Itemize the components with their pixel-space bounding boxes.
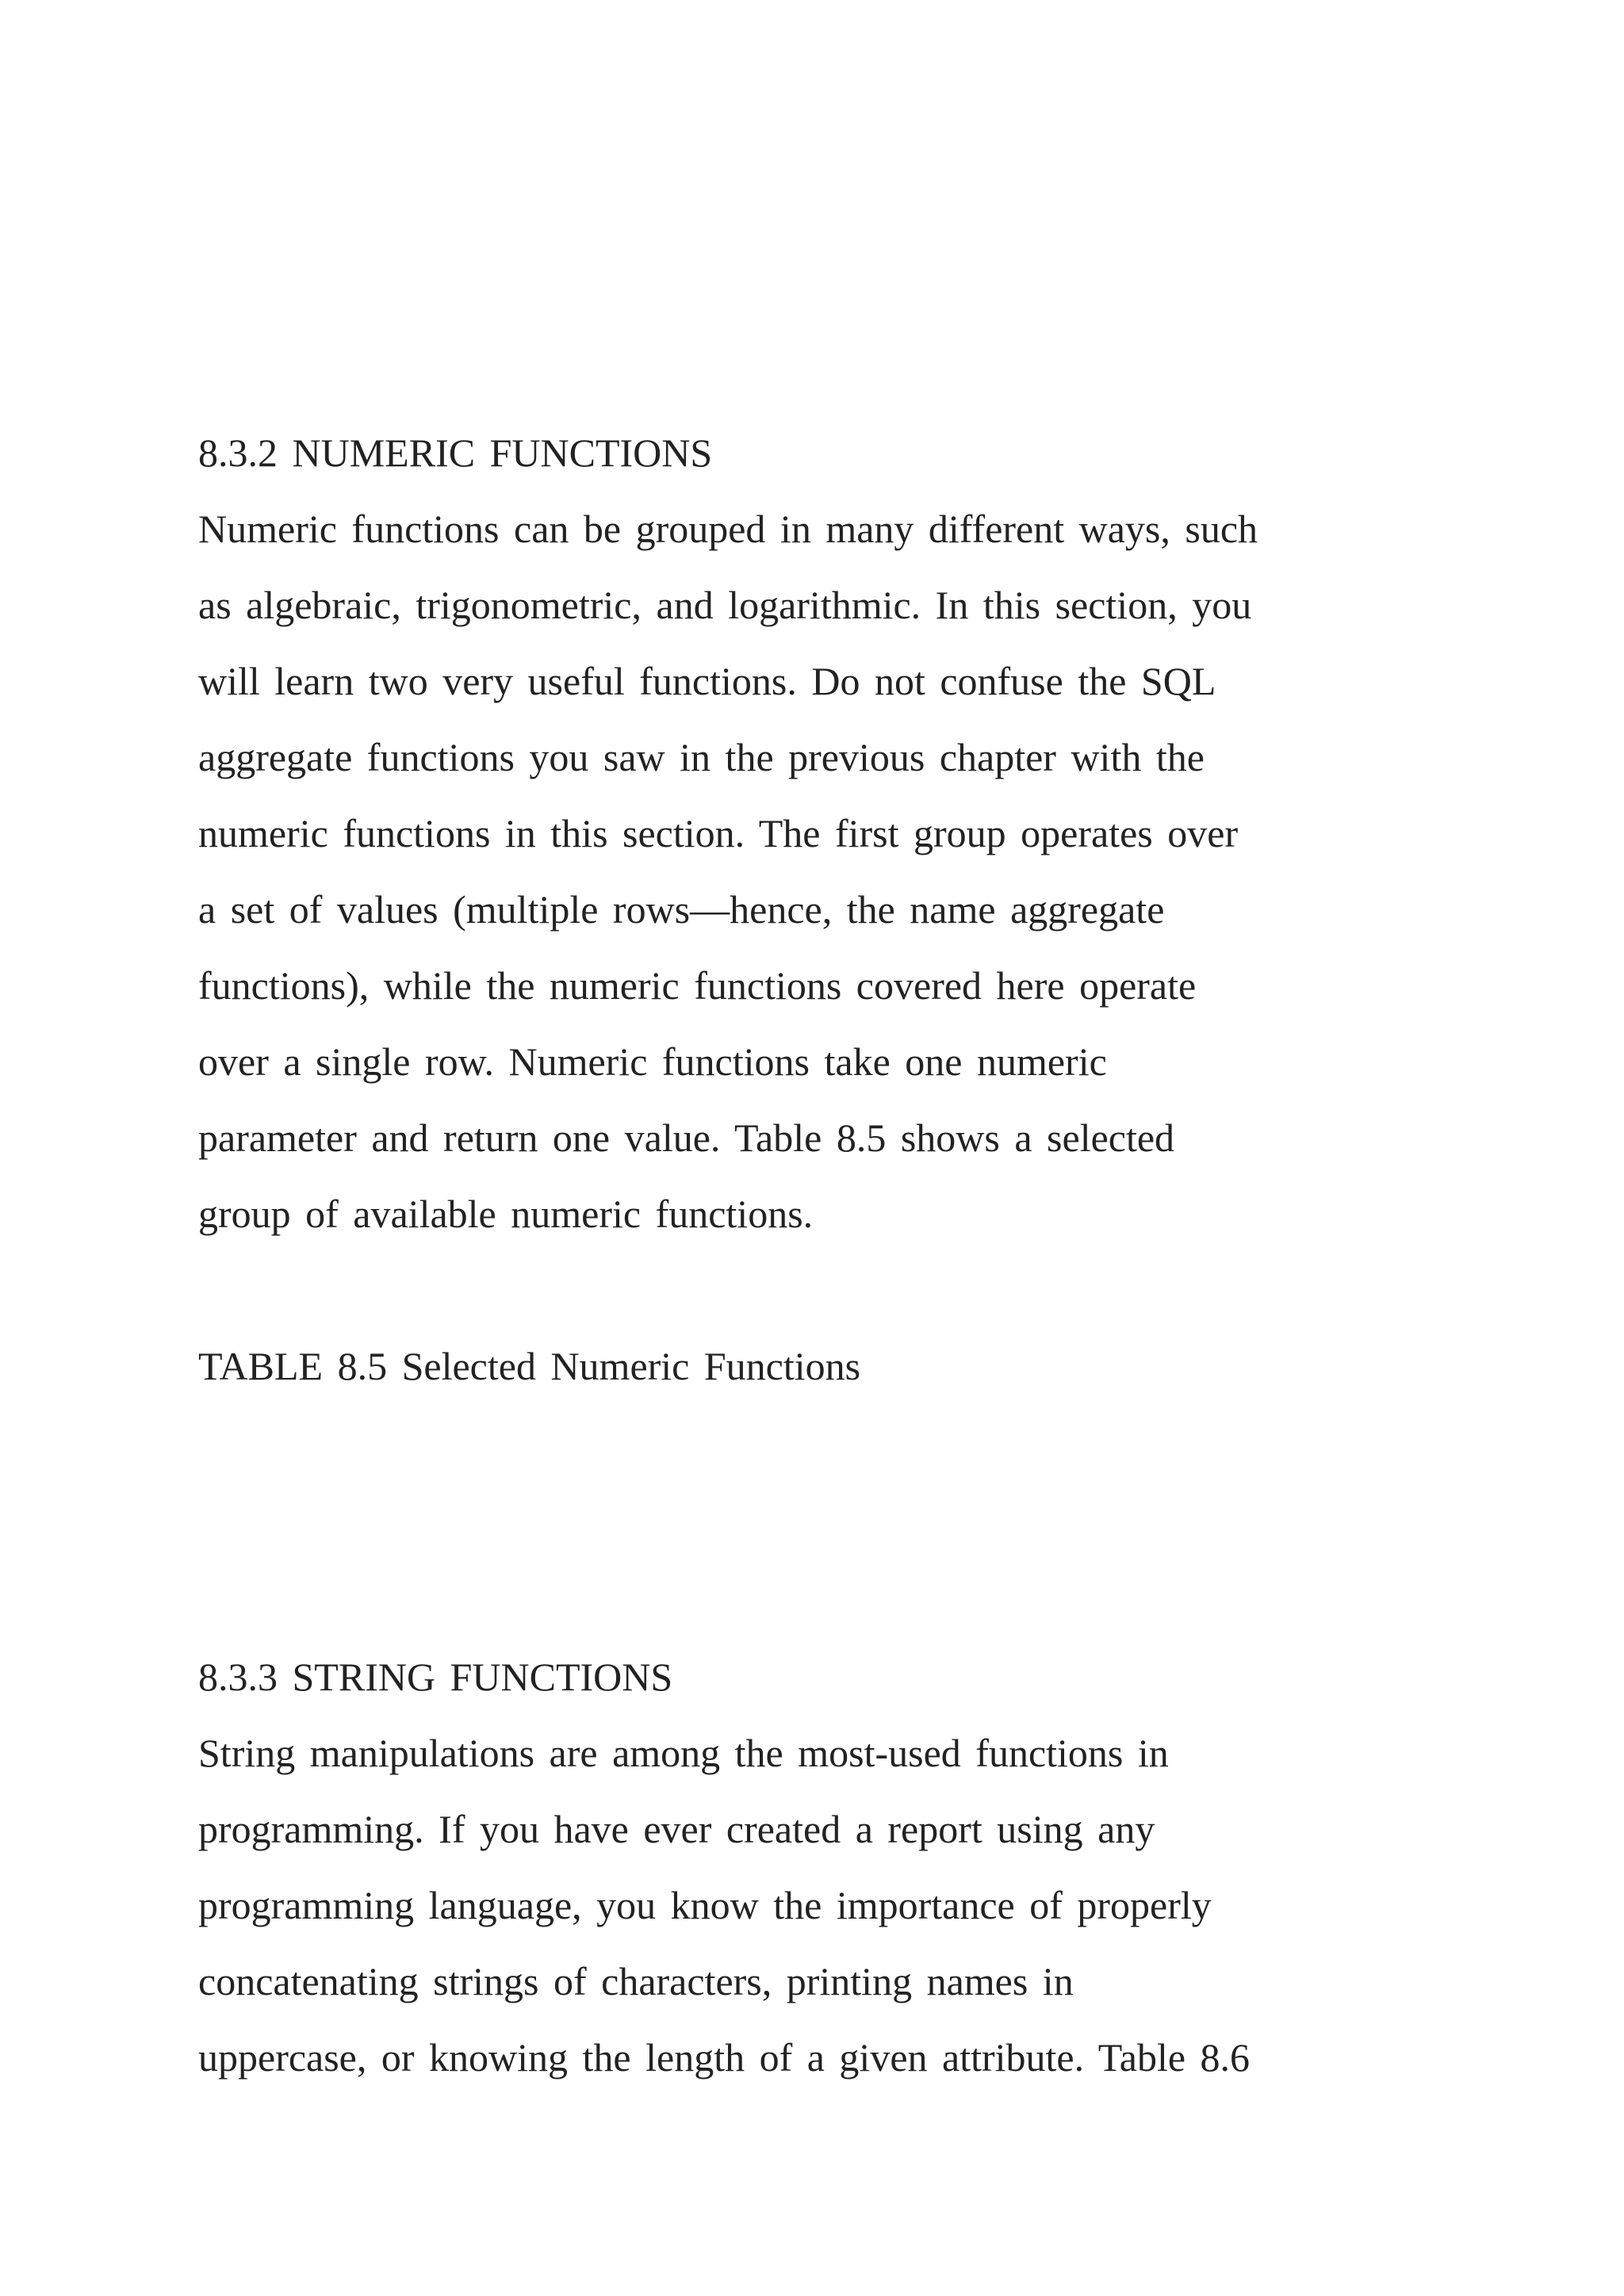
section-heading-string-functions: 8.3.3 STRING FUNCTIONS: [198, 1655, 673, 1699]
table-caption: TABLE 8.5 Selected Numeric Functions: [198, 1344, 861, 1388]
paragraph-line: will learn two very useful functions. Do not confuse the SQL: [198, 659, 1216, 703]
paragraph-line: programming. If you have ever created a report using any: [198, 1807, 1155, 1851]
paragraph-line: String manipulations are among the most-used functions in: [198, 1731, 1169, 1775]
paragraph-line: uppercase, or knowing the length of a given attribute. Table 8.6: [198, 2035, 1251, 2080]
paragraph-line: concatenating strings of characters, printing names in: [198, 1959, 1074, 2003]
paragraph-line: programming language, you know the importance of properly: [198, 1883, 1212, 1927]
paragraph-line: a set of values (multiple rows—hence, the name aggregate: [198, 887, 1165, 932]
paragraph-line: over a single row. Numeric functions take one numeric: [198, 1039, 1107, 1084]
section-heading-numeric-functions: 8.3.2 NUMERIC FUNCTIONS: [198, 430, 713, 475]
paragraph-line: numeric functions in this section. The first group operates over: [198, 811, 1239, 855]
paragraph-line: aggregate functions you saw in the previous chapter with the: [198, 735, 1205, 779]
paragraph-line: functions), while the numeric functions covered here operate: [198, 963, 1197, 1008]
paragraph-line: Numeric functions can be grouped in many different ways, such: [198, 507, 1258, 551]
paragraph-line: as algebraic, trigonometric, and logarithmic. In this section, you: [198, 583, 1252, 627]
paragraph-line: parameter and return one value. Table 8.5 shows a selected: [198, 1115, 1175, 1160]
paragraph-line: group of available numeric functions.: [198, 1192, 814, 1236]
